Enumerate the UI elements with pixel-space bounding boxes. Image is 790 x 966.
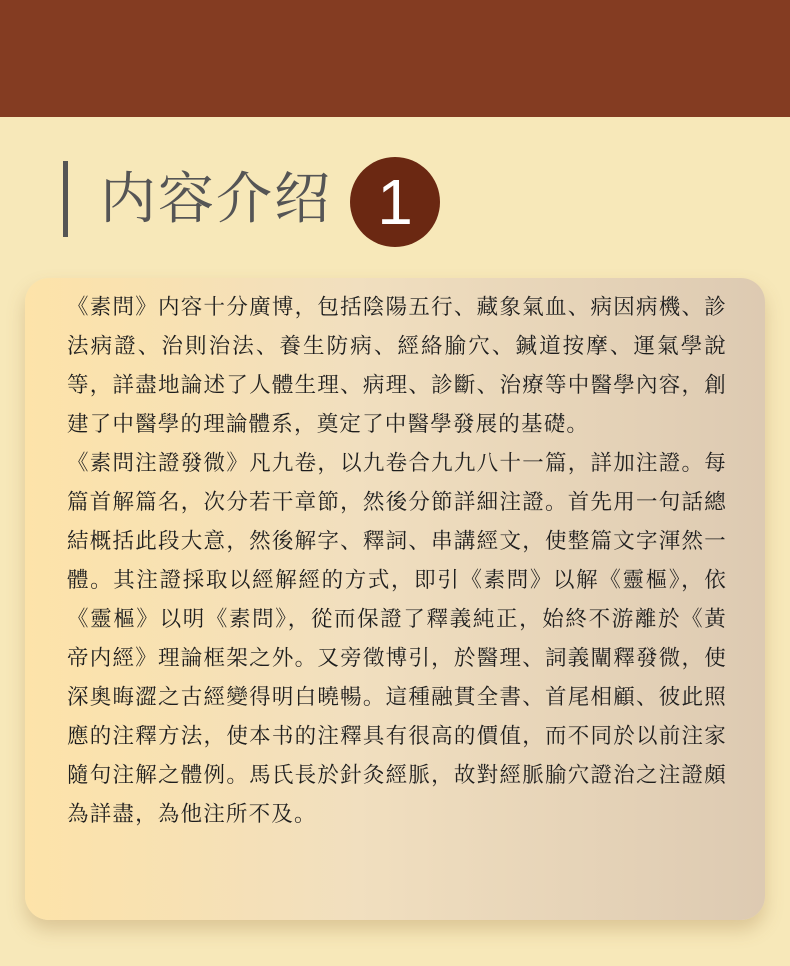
section-header [0, 117, 790, 277]
content-paragraph-2: 《素問注證發微》凡九卷，以九卷合九九八十一篇，詳加注證。每篇首解篇名，次分若干章節，然後分節詳細注證。首先用一句話總結概括此段大意，然後解字、釋詞、串講經文，使整篇文字渾然一體。其注證採取以經解經的方式，即引《素問》以解《靈樞》，依《靈樞》以明《素問》，從而保證了釋義純正，始終不游離於《黃帝内經》理論框架之外。又旁徵博引，於醫理、詞義闡釋發微，使深奧晦澀之古經變得明白曉暢。這種融貫全書、首尾相顧、彼此照應的注釋方法，使本书的注釋具有很高的價值，而不同於以前注家隨句注解之體例。馬氏長於針灸經脈，故對經脈腧穴證治之注證頗為詳盡，為他注所不及。 [67, 451, 727, 827]
top-banner [0, 0, 790, 117]
content-paragraph-1: 《素問》内容十分廣博，包括陰陽五行、藏象氣血、病因病機、診法病證、治則治法、養生防病、經絡腧穴、鍼道按摩、運氣學說等，詳盡地論述了人體生理、病理、診斷、治療等中醫學內容，創建了中醫學的理論體系，奠定了中醫學發展的基礎。 [67, 295, 727, 437]
section-title: 内容介绍 [100, 167, 332, 232]
section-number-badge: 1 [350, 157, 440, 247]
content-text [67, 288, 727, 834]
header-accent-bar [63, 161, 68, 237]
content-card [25, 278, 765, 920]
